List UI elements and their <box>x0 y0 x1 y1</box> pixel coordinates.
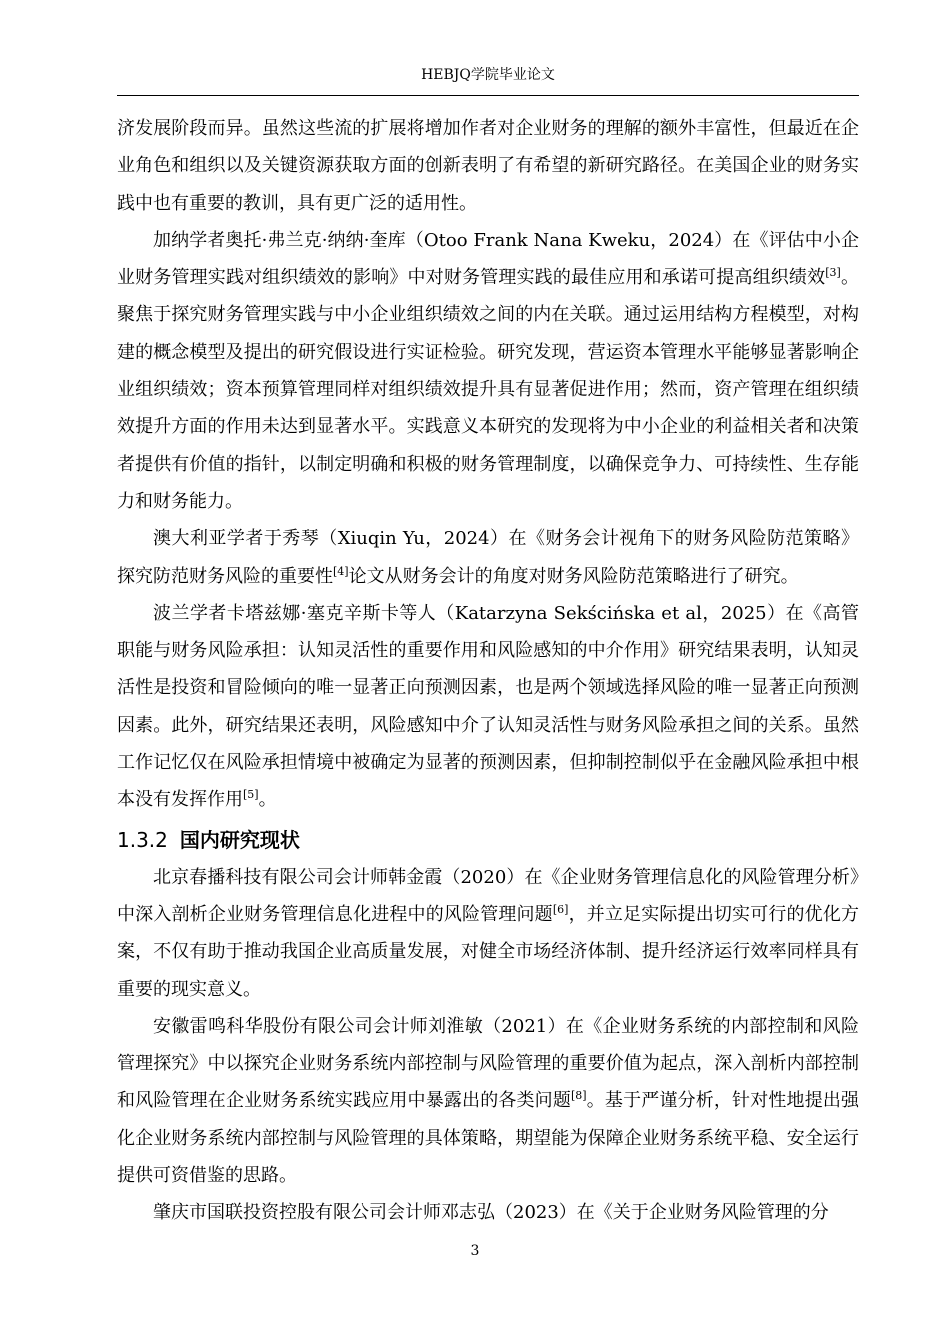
page-header: HEBJQ学院毕业论文 <box>421 67 555 83</box>
paragraph-text: 安徽雷鸣科华股份有限公司会计师刘淮敏（2021）在《企业财务系统的内部控制和风险管理探究》中以探究企业财务系统内部控制与风险管理的重要价值为起点，深入剖析内部控制和风险管理在企业财务系统实践应用中暴露出的各类问题 <box>117 1015 859 1112</box>
paragraph-text: ，并立足实际提出切实可行的优化方案，不仅有助于推动我国企业高质量发展，对健全市场经济体制、提升经济运行效率同样具有重要的现实意义。 <box>117 903 859 1000</box>
paragraph-han <box>117 859 859 1008</box>
paragraph-sekscinska <box>117 595 859 819</box>
document-body <box>117 110 859 1232</box>
paragraph-yu <box>117 520 859 595</box>
paragraph-text: 北京春播科技有限公司会计师韩金霞（2020）在《企业财务管理信息化的风险管理分析》中深入剖析企业财务管理信息化进程中的风险管理问题 <box>117 866 859 925</box>
paragraph-text: 。 <box>258 789 277 811</box>
section-heading <box>117 821 859 859</box>
paragraph-text: 。聚焦于探究财务管理实践与中小企业组织绩效之间的内在关联。通过运用结构方程模型，对构建的概念模型及提出的研究假设进行实证检验。研究发现，营运资本管理水平能够显著影响企业组织绩效；资本预算管理同样对组织绩效提升具有显著促进作用；然而，资产管理在组织绩效提升方面的作用未达到显著水平。实践意义本研究的发现将为中小企业的利益相关者和决策者提供有价值的指针，以制定明确和积极的财务管理制度，以确保竞争力、可持续性、生存能力和财务能力。 <box>117 267 860 512</box>
paragraph-text: 澳大利亚学者于秀琴（Xiuqin Yu，2024）在《财务会计视角下的财务风险防范策略》探究防范财务风险的重要性 <box>117 528 859 587</box>
header-divider <box>117 95 859 96</box>
paragraph-text: 加纳学者奥托·弗兰克·纳纳·奎库（Otoo Frank Nana Kweku，2024）在《评估中小企业财务管理实践对组织绩效的影响》中对财务管理实践的最佳应用和承诺可提高组织绩效 <box>117 229 859 289</box>
paragraph-deng: 肇庆市国联投资控股有限公司会计师邓志弘（2023）在《关于企业财务风险管理的分 <box>153 1202 829 1224</box>
paragraph-kweku <box>117 222 859 520</box>
paragraph-text: 论文从财务会计的角度对财务风险防范策略进行了研究。 <box>348 565 799 587</box>
paragraph-text: 。基于严谨分析，针对性地提出强化企业财务系统内部控制与风险管理的具体策略，期望能为保障企业财务系统平稳、安全运行提供可资借鉴的思路。 <box>117 1090 860 1187</box>
section-number: 1.3.2 <box>117 827 168 852</box>
paragraph-text: 波兰学者卡塔兹娜·塞克辛斯卡等人（Katarzyna Sekścińska et al，2025）在《高管职能与财务风险承担：认知灵活性的重要作用和风险感知的中介作用》研究结果表明，认知灵活性是投资和冒险倾向的唯一显著正向预测因素，也是两个领域选择风险的唯一显著正向预测因素。此外，研究结果还表明，风险感知中介了认知灵活性与财务风险承担之间的关系。虽然工作记忆仅在风险承担情境中被确定为显著的预测因素，但抑制控制似乎在金融风险承担中根本没有发挥作用 <box>117 602 859 811</box>
citation-4: [4] <box>333 564 349 578</box>
citation-3: [3] <box>825 266 841 280</box>
paragraph-liu <box>117 1008 859 1194</box>
citation-8: [8] <box>571 1089 587 1103</box>
citation-6: [6] <box>552 902 569 916</box>
paragraph-continued: 济发展阶段而异。虽然这些流的扩展将增加作者对企业财务的理解的额外丰富性，但最近在企业角色和组织以及关键资源获取方面的创新表明了有希望的新研究路径。在美国企业的财务实践中也有重要的教训，具有更广泛的适用性。 <box>117 118 859 214</box>
page-number: 3 <box>470 1243 480 1259</box>
citation-5: [5] <box>243 788 259 802</box>
section-title: 国内研究现状 <box>179 827 300 852</box>
